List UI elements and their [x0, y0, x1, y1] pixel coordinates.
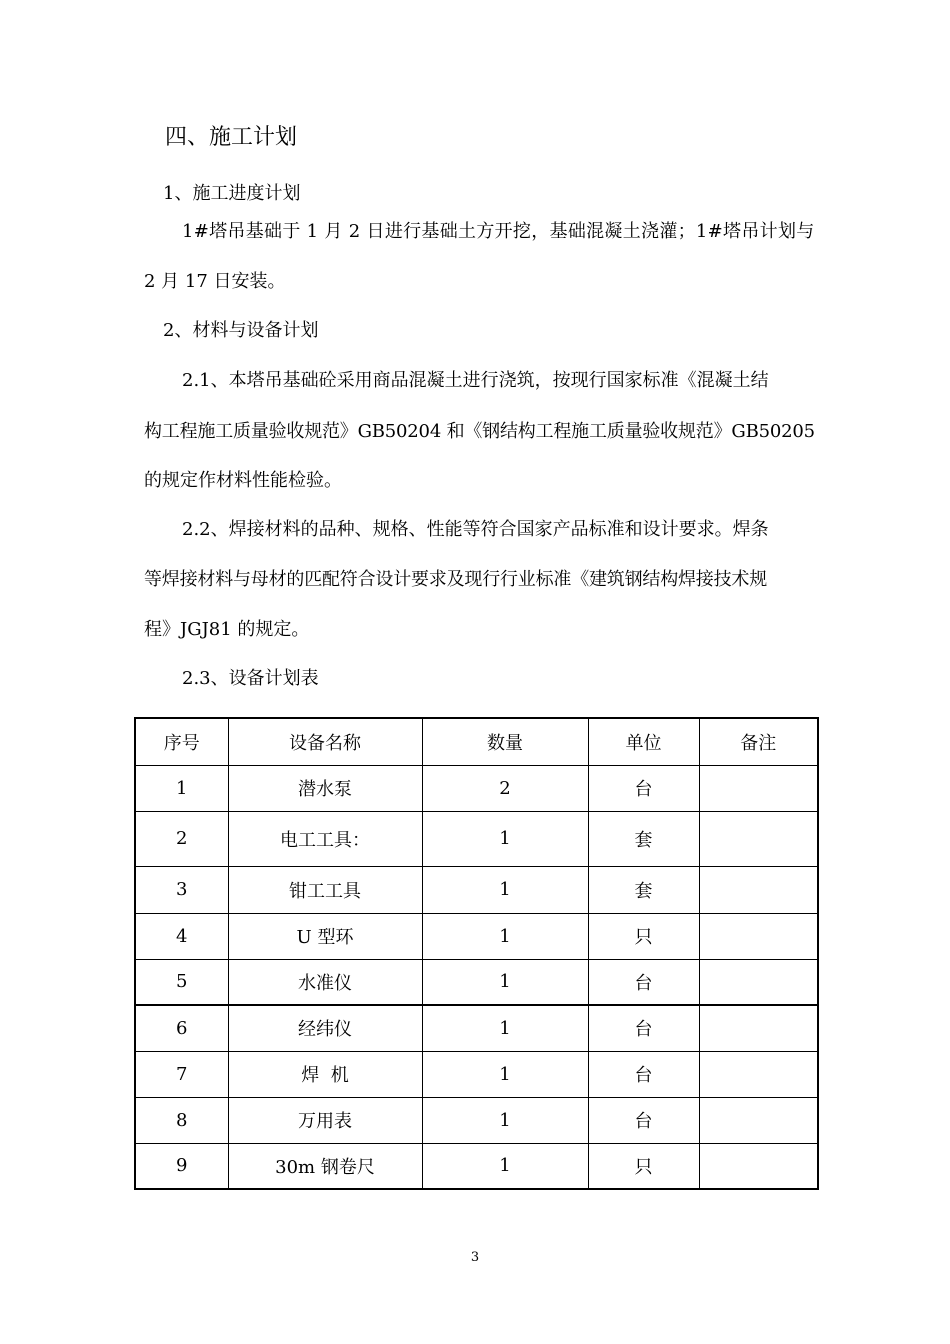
- paragraph-2-1-line-2: 构工程施工质量验收规范》GB50204 和《钢结构工程施工质量验收规范》GB50205: [144, 421, 815, 442]
- cell-remark: [699, 1051, 818, 1097]
- cell-unit: 只: [588, 913, 699, 959]
- paragraph-2-2-line-1: 2.2、焊接材料的品种、规格、性能等符合国家产品标准和设计要求。焊条: [182, 519, 769, 540]
- cell-name: 电工工具：: [228, 811, 422, 866]
- cell-unit: 只: [588, 1143, 699, 1189]
- paragraph-2-1-line-3: 的规定作材料性能检验。: [144, 470, 342, 491]
- cell-name: 万用表: [228, 1097, 422, 1143]
- cell-quantity: 1: [422, 913, 588, 959]
- page-number: 3: [470, 1250, 480, 1265]
- equipment-table-caption: 2.3、设备计划表: [182, 668, 319, 689]
- cell-remark: [699, 1097, 818, 1143]
- cell-quantity: 1: [422, 811, 588, 866]
- table-row: [135, 1097, 818, 1143]
- equipment-table: [134, 717, 819, 1190]
- cell-index: 4: [135, 913, 228, 959]
- cell-index: 5: [135, 959, 228, 1005]
- cell-quantity: 1: [422, 1051, 588, 1097]
- table-header-row: [135, 718, 818, 765]
- cell-name: U 型环: [228, 913, 422, 959]
- cell-unit: 台: [588, 1097, 699, 1143]
- subsection-title-materials: 2、材料与设备计划: [163, 320, 319, 341]
- cell-name: 经纬仪: [228, 1005, 422, 1051]
- cell-name: 潜水泵: [228, 765, 422, 811]
- cell-name: 钳工工具: [228, 866, 422, 913]
- cell-quantity: 1: [422, 866, 588, 913]
- cell-unit: 台: [588, 765, 699, 811]
- cell-name: 30m 钢卷尺: [228, 1143, 422, 1189]
- cell-quantity: 1: [422, 1005, 588, 1051]
- cell-quantity: 1: [422, 959, 588, 1005]
- cell-index: 9: [135, 1143, 228, 1189]
- header-cell-index: 序号: [135, 718, 228, 765]
- header-cell-unit: 单位: [588, 718, 699, 765]
- cell-index: 7: [135, 1051, 228, 1097]
- cell-name: 水准仪: [228, 959, 422, 1005]
- section-title: 四、施工计划: [165, 125, 298, 150]
- cell-index: 8: [135, 1097, 228, 1143]
- table-row: [135, 959, 818, 1005]
- schedule-paragraph-line-1: 1#塔吊基础于 1 月 2 日进行基础土方开挖，基础混凝土浇灌；1#塔吊计划与: [182, 221, 815, 242]
- cell-unit: 台: [588, 1005, 699, 1051]
- cell-remark: [699, 811, 818, 866]
- paragraph-2-2-line-3: 程》JGJ81 的规定。: [144, 619, 310, 640]
- cell-index: 2: [135, 811, 228, 866]
- cell-unit: 台: [588, 1051, 699, 1097]
- table-row: [135, 765, 818, 811]
- paragraph-2-1-line-1: 2.1、本塔吊基础砼采用商品混凝土进行浇筑，按现行国家标准《混凝土结: [182, 370, 769, 391]
- table-row: [135, 1143, 818, 1189]
- cell-remark: [699, 1005, 818, 1051]
- cell-unit: 套: [588, 811, 699, 866]
- paragraph-2-2-line-2: 等焊接材料与母材的匹配符合设计要求及现行行业标准《建筑钢结构焊接技术规: [144, 569, 767, 590]
- table-row: [135, 811, 818, 866]
- cell-remark: [699, 913, 818, 959]
- table-row: [135, 1051, 818, 1097]
- cell-remark: [699, 959, 818, 1005]
- cell-unit: 台: [588, 959, 699, 1005]
- cell-name: 焊 机: [228, 1051, 422, 1097]
- table-row: [135, 1005, 818, 1051]
- header-cell-quantity: 数量: [422, 718, 588, 765]
- cell-quantity: 1: [422, 1143, 588, 1189]
- cell-quantity: 2: [422, 765, 588, 811]
- header-cell-name: 设备名称: [228, 718, 422, 765]
- cell-index: 1: [135, 765, 228, 811]
- cell-remark: [699, 866, 818, 913]
- table-row: [135, 913, 818, 959]
- schedule-paragraph-line-2: 2 月 17 日安装。: [144, 271, 286, 292]
- cell-remark: [699, 765, 818, 811]
- table-row: [135, 866, 818, 913]
- cell-index: 6: [135, 1005, 228, 1051]
- cell-quantity: 1: [422, 1097, 588, 1143]
- subsection-title-schedule: 1、施工进度计划: [163, 183, 301, 204]
- cell-unit: 套: [588, 866, 699, 913]
- cell-index: 3: [135, 866, 228, 913]
- header-cell-remark: 备注: [699, 718, 818, 765]
- cell-remark: [699, 1143, 818, 1189]
